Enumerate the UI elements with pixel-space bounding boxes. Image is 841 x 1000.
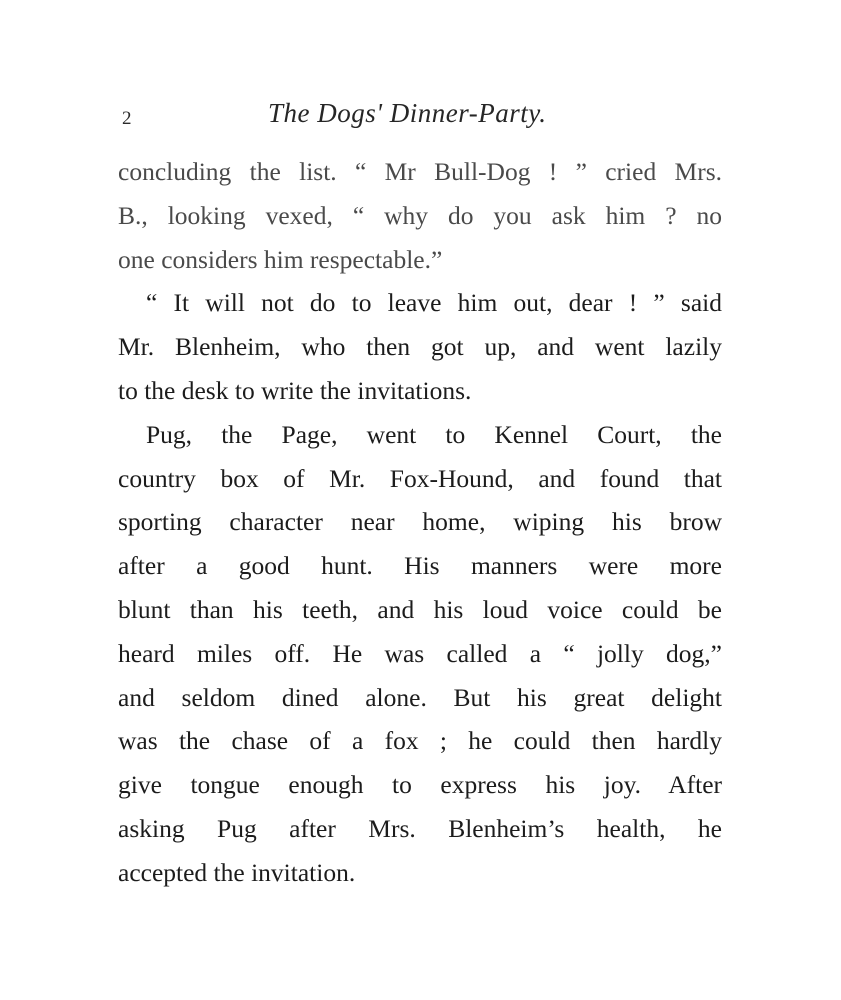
text-line: Mr. Blenheim, who then got up, and went lazily xyxy=(118,332,722,362)
running-title: The Dogs' Dinner-Party. xyxy=(268,98,547,128)
text-line: and seldom dined alone. But his great delight xyxy=(118,682,722,712)
text-line: accepted the invitation. xyxy=(118,857,356,887)
text-line: give tongue enough to express his joy. After xyxy=(118,770,722,800)
paragraph xyxy=(118,281,722,412)
text-line: sporting character near home, wiping his brow xyxy=(118,507,722,537)
page-number: 2 xyxy=(122,108,132,129)
text-line: concluding the list. “ Mr Bull-Dog ! ” cried Mrs. xyxy=(118,157,722,186)
text-line: blunt than his teeth, and his loud voice could be xyxy=(118,594,722,624)
text-line: heard miles off. He was called a “ jolly dog,” xyxy=(118,638,722,668)
text-line: “ It will not do to leave him out, dear ! ” said xyxy=(146,288,722,318)
page-header xyxy=(118,98,722,138)
text-line: was the chase of a fox ; he could then hardly xyxy=(118,726,722,756)
text-line: B., looking vexed, “ why do you ask him ? no xyxy=(118,200,722,230)
paragraph xyxy=(118,150,722,281)
body-text xyxy=(118,150,722,895)
text-line: Pug, the Page, went to Kennel Court, the xyxy=(146,419,722,449)
paragraph xyxy=(118,413,722,895)
text-line: asking Pug after Mrs. Blenheim’s health, he xyxy=(118,813,722,843)
text-line: to the desk to write the invitations. xyxy=(118,375,472,405)
text-line: after a good hunt. His manners were more xyxy=(118,551,722,581)
text-line: one considers him respectable.” xyxy=(118,244,443,274)
text-line: country box of Mr. Fox-Hound, and found that xyxy=(118,463,722,493)
